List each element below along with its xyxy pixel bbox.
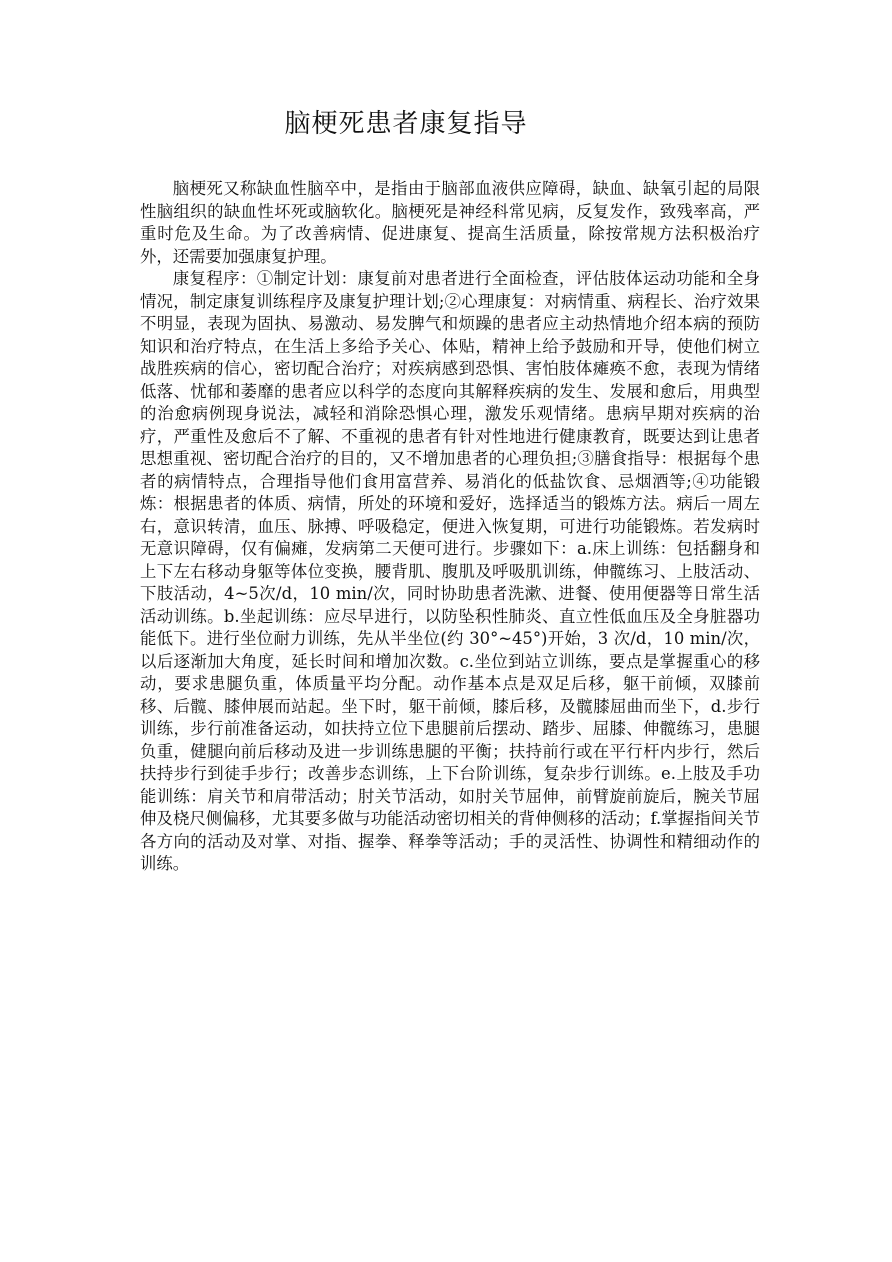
document-body [140, 178, 760, 876]
rehab-procedure-paragraph: 康复程序：①制定计划：康复前对患者进行全面检查，评估肢体运动功能和全身情况，制定康复训练程序及康复护理计划;②心理康复：对病情重、病程长、治疗效果不明显，表现为固执、易激动、易发脾气和烦躁的患者应主动热情地介绍本病的预防知识和治疗特点，在生活上多给予关心、体贴，精神上给予鼓励和开导，使他们树立战胜疾病的信心，密切配合治疗；对疾病感到恐惧、害怕肢体瘫痪不愈，表现为情绪低落、忧郁和萎靡的患者应以科学的态度向其解释疾病的发生、发展和愈后，用典型的治愈病例现身说法，减轻和消除恐惧心理，激发乐观情绪。患病早期对疾病的治疗，严重性及愈后不了解、不重视的患者有针对性地进行健康教育，既要达到让患者思想重视、密切配合治疗的目的，又不增加患者的心理负担;③膳食指导：根据每个患者的病情特点，合理指导他们食用富营养、易消化的低盐饮食、忌烟酒等;④功能锻炼：根据患者的体质、病情，所处的环境和爱好，选择适当的锻炼方法。病后一周左右，意识转清，血压、脉搏、呼吸稳定，便进入恢复期，可进行功能锻炼。若发病时无意识障碍，仅有偏瘫，发病第二天便可进行。步骤如下：a.床上训练：包括翻身和上下左右移动身躯等体位变换，腰背肌、腹肌及呼吸肌训练，伸髋练习、上肢活动、下肢活动，4~5次/d，10 min/次，同时协助患者洗漱、进餐、使用便器等日常生活活动训练。b.坐起训练：应尽早进行，以防坠积性肺炎、直立性低血压及全身脏器功能低下。进行坐位耐力训练，先从半坐位(约 30°~45°)开始，3 次/d，10 min/次，以后逐渐加大角度，延长时间和增加次数。c.坐位到站立训练，要点是掌握重心的移动，要求患腿负重，体质量平均分配。动作基本点是双足后移，躯干前倾，双膝前移、后髋、膝伸展而站起。坐下时，躯干前倾，膝后移，及髋膝屈曲而坐下，d.步行训练，步行前准备运动，如扶持立位下患腿前后摆动、踏步、屈膝、伸髋练习，患腿负重，健腿向前后移动及进一步训练患腿的平衡；扶持前行或在平行杆内步行，然后扶持步行到徒手步行；改善步态训练，上下台阶训练，复杂步行训练。e.上肢及手功能训练：肩关节和肩带活动；肘关节活动，如肘关节屈伸，前臂旋前旋后，腕关节屈伸及桡尺侧偏移，尤其要多做与功能活动密切相关的背伸侧移的活动；f.掌握指间关节各方向的活动及对掌、对指、握拳、释拳等活动；手的灵活性、协调性和精细动作的训练。 [140, 269, 760, 873]
document-title: 脑梗死患者康复指导 [284, 109, 528, 139]
intro-paragraph: 脑梗死又称缺血性脑卒中，是指由于脑部血液供应障碍，缺血、缺氧引起的局限性脑组织的缺血性坏死或脑软化。脑梗死是神经科常见病，反复发作，致残率高，严重时危及生命。为了改善病情、促进康复、提高生活质量，除按常规方法积极治疗外，还需要加强康复护理。 [140, 179, 760, 266]
